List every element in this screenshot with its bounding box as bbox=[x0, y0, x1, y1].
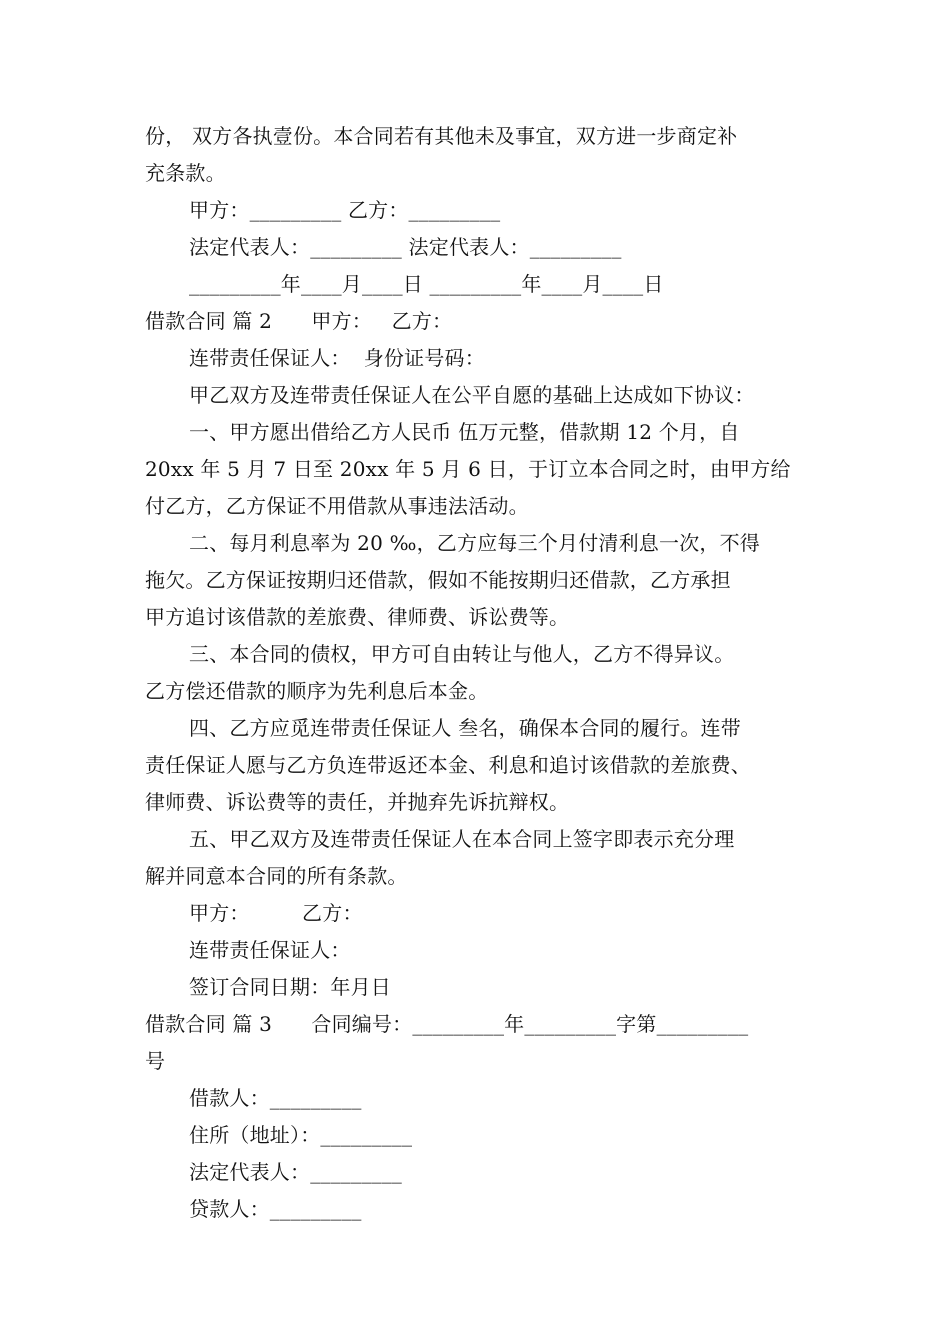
text-line: 甲方： 乙方： bbox=[189, 901, 363, 925]
text-line: 签订合同日期：年月日 bbox=[189, 975, 391, 999]
text-line: 五、甲乙双方及连带责任保证人在本合同上签字即表示充分理 bbox=[189, 827, 735, 851]
text-line: _________年____月____日 _________年____月____日 bbox=[189, 272, 664, 296]
text-line: 连带责任保证人： bbox=[189, 938, 351, 962]
text-line: 解并同意本合同的所有条款。 bbox=[145, 864, 408, 888]
text-line: 三、本合同的债权，甲方可自由转让与他人，乙方不得异议。 bbox=[189, 642, 735, 666]
text-line: 贷款人：_________ bbox=[189, 1197, 362, 1221]
text-line: 法定代表人：_________ 法定代表人：_________ bbox=[189, 235, 622, 259]
text-line: 甲乙双方及连带责任保证人在公平自愿的基础上达成如下协议： bbox=[189, 383, 755, 407]
text-line: 住所（地址）：_________ bbox=[189, 1123, 413, 1147]
text-line: 二、每月利息率为 20 ‰，乙方应每三个月付清利息一次，不得 bbox=[189, 531, 760, 555]
text-line: 号 bbox=[145, 1049, 166, 1073]
text-line: 法定代表人：_________ bbox=[189, 1160, 402, 1184]
text-line: 律师费、诉讼费等的责任，并抛弃先诉抗辩权。 bbox=[145, 790, 570, 814]
text-line: 一、甲方愿出借给乙方人民币 伍万元整，借款期 12 个月，自 bbox=[189, 420, 740, 444]
text-line: 借款合同 篇 3 合同编号：_________年_________字第_________ bbox=[145, 1012, 749, 1036]
text-line: 份， 双方各执壹份。本合同若有其他未及事宜，双方进一步商定补 bbox=[145, 124, 738, 148]
text-line: 乙方偿还借款的顺序为先利息后本金。 bbox=[145, 679, 489, 703]
text-line: 20xx 年 5 月 7 日至 20xx 年 5 月 6 日，于订立本合同之时，由甲方给 bbox=[145, 457, 791, 481]
document-page bbox=[145, 118, 815, 1228]
text-line: 甲方追讨该借款的差旅费、律师费、诉讼费等。 bbox=[145, 605, 570, 629]
text-line: 借款人：_________ bbox=[189, 1086, 362, 1110]
text-line: 四、乙方应觅连带责任保证人 叁名，确保本合同的履行。连带 bbox=[189, 716, 741, 740]
text-line: 借款合同 篇 2 甲方： 乙方： bbox=[145, 309, 453, 333]
text-line: 付乙方，乙方保证不用借款从事违法活动。 bbox=[145, 494, 529, 518]
text-line: 充条款。 bbox=[145, 161, 226, 185]
text-line: 连带责任保证人： 身份证号码： bbox=[189, 346, 485, 370]
text-line: 甲方：_________ 乙方：_________ bbox=[189, 198, 501, 222]
text-line: 拖欠。乙方保证按期归还借款，假如不能按期归还借款，乙方承担 bbox=[145, 568, 731, 592]
text-line: 责任保证人愿与乙方负连带返还本金、利息和追讨该借款的差旅费、 bbox=[145, 753, 751, 777]
